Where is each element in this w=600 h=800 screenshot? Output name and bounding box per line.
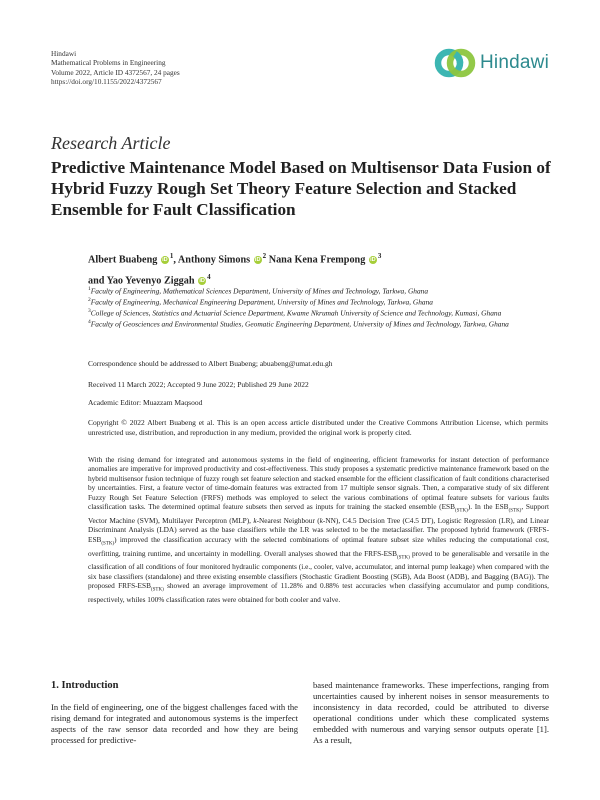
affiliation-item	[88, 307, 548, 318]
abstract-text: proved to be generalisable and versatile in the classification of all conditions of four monitored hydraulic components (i.e., cooler, valve, accumulator, and internal pump leakage) when compared with the six base classifiers (standalone) and three existing ensemble classifiers (Stochastic Gradient Boosting (SGB), Ada Boost (ADB), and Bagging (BAG)). The proposed FRFS-ESB	[88, 548, 549, 591]
hindawi-logo-icon	[434, 48, 476, 78]
publication-info	[51, 49, 180, 86]
orcid-icon[interactable]: iD	[199, 277, 205, 284]
author-name: and Yao Yevenyo Ziggah	[88, 275, 195, 287]
orcid-icon[interactable]: iD	[162, 257, 168, 264]
affiliation-number: 2	[88, 297, 91, 304]
author-list	[88, 248, 548, 290]
orcid-icon[interactable]: iD	[370, 257, 376, 264]
logo-text: Hindawi	[480, 52, 549, 73]
abstract-text: ) improved the classification accuracy with the selected combinations of optimal feature subset size whiles reducing the computational cost, overfitting, training runtime, and uncertainty in modelling. Overall analyses showed that the FRFS-ESB	[88, 534, 549, 558]
body-text-left-column: In the field of engineering, one of the biggest challenges faced with the rising demand for integrated and autonomous systems is the imperfect aspects of the raw sensor data recorded and how they are being processed for predictive-	[51, 702, 298, 746]
academic-editor: Academic Editor: Muazzam Maqsood	[88, 398, 203, 407]
affiliation-number: 3	[88, 308, 91, 315]
volume-line: Volume 2022, Article ID 4372567, 24 pages	[51, 67, 180, 77]
affiliation-item	[88, 318, 548, 329]
author-name: Albert Buabeng	[88, 254, 158, 266]
affiliation-text: Faculty of Engineering, Mechanical Engineering Department, University of Mines and Technology, Tarkwa, Ghana	[90, 297, 433, 307]
publisher-name: Hindawi	[51, 49, 77, 58]
affiliation-number: 4	[88, 319, 91, 326]
author-affiliation-number: 4	[207, 272, 211, 281]
abstract-text: -Nearest Neighbour (	[256, 515, 320, 525]
doi-link[interactable]: https://doi.org/10.1155/2022/4372567	[51, 76, 162, 86]
affiliation-list	[88, 285, 548, 329]
orcid-icon[interactable]: iD	[254, 257, 261, 264]
copyright-notice: Copyright © 2022 Albert Buabeng et al. This is an open access article distributed under the Creative Commons Attribution License, which permits unrestricted use, distribution, and reproduction in any medium, provided the original work is properly cited.	[88, 418, 548, 437]
journal-name: Mathematical Problems in Engineering	[51, 58, 166, 68]
abstract-subscript: (STK)	[150, 587, 164, 593]
abstract	[88, 455, 549, 605]
affiliation-number: 1	[88, 286, 91, 292]
abstract-text: With the rising demand for integrated and autonomous systems in the field of engineering, efficient frameworks for instant detection of performance anomalies are imperative for improved productivity and cost-effectiveness. This study proposes a systematic predictive maintenance framework based on the hybrid multisensor fusion technique of fuzzy rough set feature selection and stacked ensemble for the efficient classification of fault conditions characterised by uncertainties. First, a feature vector of time-domain features was extracted from 17 multiple sensor signals. Then, a comparative study of six different Fuzzy Rough Set Feature Selection (FRFS) methods was employed to select the various combinations of optimal feature subsets for various faults classification tasks. The determined optimal feature subsets then served as inputs for training the stacked ensemble (ESB	[88, 455, 549, 512]
abstract-subscript: (STK)	[101, 541, 115, 547]
author-affiliation-number: 2	[262, 252, 267, 260]
article-title: Predictive Maintenance Model Based on Multisensor Data Fusion of Hybrid Fuzzy Rough Set Theory Feature Selection and Stacked Ensemble for Fault Classification	[51, 158, 551, 219]
abstract-italic: k	[253, 515, 257, 525]
author-affiliation-number: 3	[377, 252, 382, 260]
author-name: Nana Kena Frempong	[268, 254, 366, 266]
abstract-text: showed an average improvement of 11.28% and 0.88% test accuracies when classifying accumulator and pump conditions, respectively, whiles 100% classification rates were obtained for both cooler and valve.	[88, 581, 549, 605]
abstract-subscript: (STK)	[508, 508, 522, 514]
affiliation-item	[88, 296, 548, 307]
affiliation-item	[88, 285, 548, 296]
abstract-text: ). In the ESB	[467, 502, 509, 512]
article-dates: Received 11 March 2022; Accepted 9 June 2022; Published 29 June 2022	[88, 380, 309, 389]
abstract-subscript: (STK)	[454, 508, 468, 514]
affiliation-text: Faculty of Geosciences and Environmental Studies, Geomatic Engineering Department, University of Mines and Technology, Tarkwa, Ghana	[90, 319, 509, 329]
affiliation-text: College of Sciences, Statistics and Actuarial Science Department, Kwame Nkrumah University of Science and Technology, Kumasi, Ghana	[90, 308, 502, 318]
author-affiliation-number: 1	[169, 252, 174, 260]
author-name: Anthony Simons	[177, 254, 251, 266]
author-separator: ,	[173, 254, 178, 266]
affiliation-text: Faculty of Engineering, Mathematical Sciences Department, University of Mines and Technology, Tarkwa, Ghana	[90, 286, 429, 296]
correspondence: Correspondence should be addressed to Albert Buabeng; abuabeng@umat.edu.gh	[88, 359, 333, 368]
article-type: Research Article	[51, 133, 171, 153]
abstract-subscript: (STK)	[396, 555, 410, 561]
hindawi-logo	[434, 48, 554, 78]
abstract-text: , Support Vector Machine (SVM), Multilayer Perceptron (MLP),	[88, 502, 549, 525]
body-text-right-column: based maintenance frameworks. These imperfections, ranging from uncertainties caused by inherent noises in sensor measurements to inconsistency in data recorded, could be attributed to diverse operational conditions under which these complicated systems embedded with numerous and varying sensor outputs operate [1]. As a result,	[313, 680, 549, 746]
abstract-text: -NN), C4.5 Decision Tree (C4.5 DT), Logistic Regression (LR), and Linear Discriminant Analysis (LDA) served as the base classifiers while the LR was selected to be the metaclassifier. The proposed hybrid framework (FRFS-ESB	[88, 515, 549, 544]
abstract-italic: k	[319, 515, 323, 525]
section-heading: 1. Introduction	[51, 680, 119, 691]
